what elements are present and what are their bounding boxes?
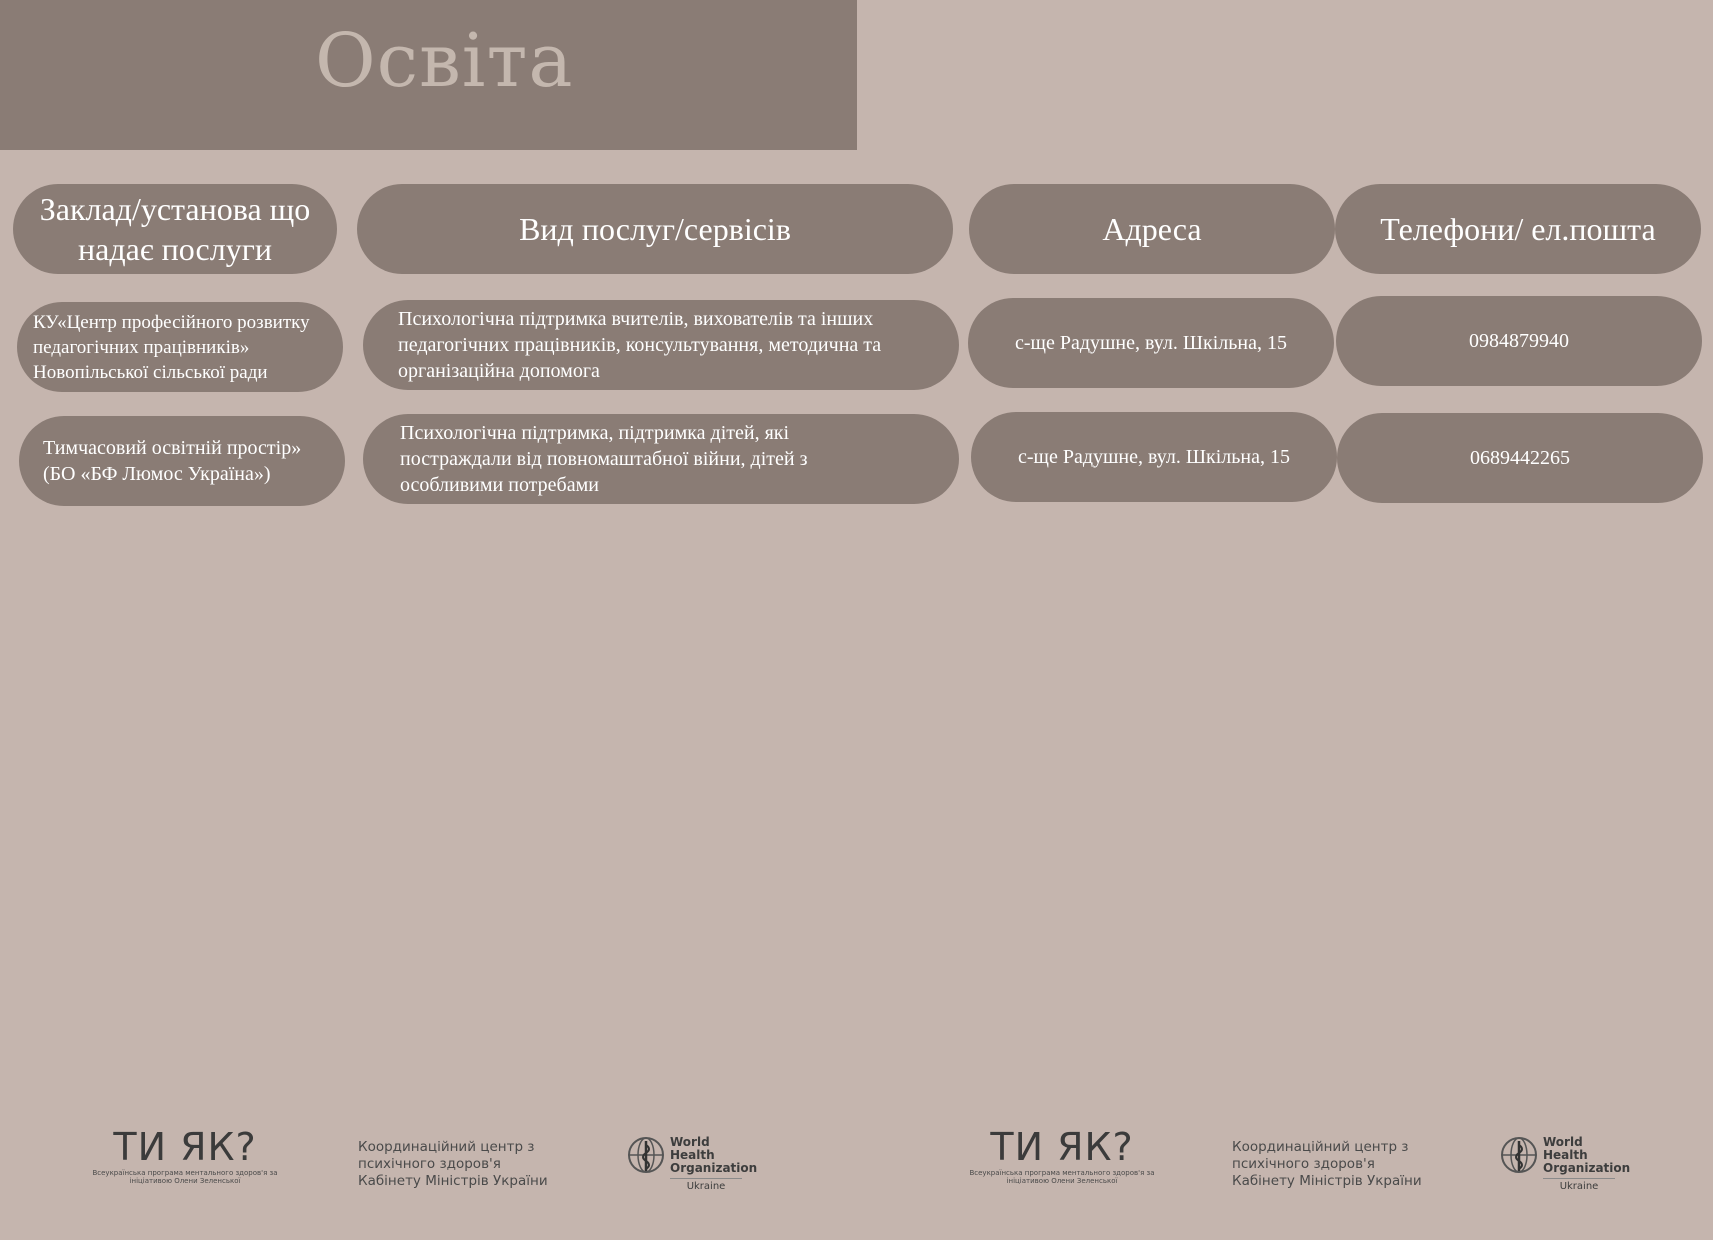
header-services xyxy=(357,184,953,274)
tyak-logo xyxy=(90,1125,280,1185)
coord-center-text: Координаційний центр з психічного здоров'я Кабінету Міністрів України xyxy=(1232,1139,1422,1189)
table-row-2-services xyxy=(363,414,959,504)
coord-center-logo xyxy=(358,1139,558,1190)
tyak-logo-text: ТИ ЯК? xyxy=(113,1125,257,1169)
tyak-logo-subtitle: Всеукраїнська програма ментального здоров'я за ініціативою Олени Зеленської xyxy=(92,1169,278,1185)
title-bar xyxy=(0,0,857,150)
who-emblem-icon xyxy=(626,1135,666,1175)
footer-logos-left xyxy=(0,1125,857,1195)
footer-logos-right xyxy=(857,1125,1713,1195)
table-row-1-services xyxy=(363,300,959,390)
row-2-institution-text: Тимчасовий освітній простір» (БО «БФ Люмос Україна») xyxy=(43,437,302,485)
coord-center-logo xyxy=(1232,1139,1432,1190)
who-logo xyxy=(626,1134,758,1192)
table-row-1-contacts xyxy=(1336,296,1702,386)
table-row-2-contacts xyxy=(1337,413,1703,503)
table-row-2-address xyxy=(971,412,1337,502)
row-1-services-text: Психологічна підтримка вчителів, вихователів та інших педагогічних працівників, консультування, методична та організаційна допомога xyxy=(398,308,882,382)
tyak-logo-text: ТИ ЯК? xyxy=(990,1125,1134,1169)
who-logo xyxy=(1499,1134,1631,1192)
row-2-address-text: с-ще Радушне, вул. Шкільна, 15 xyxy=(1018,446,1290,468)
header-contacts xyxy=(1335,184,1701,274)
coord-center-text: Координаційний центр з психічного здоров'я Кабінету Міністрів України xyxy=(358,1139,548,1189)
who-country: Ukraine xyxy=(670,1178,742,1192)
table-row-1-institution xyxy=(17,302,343,392)
who-emblem-icon xyxy=(1499,1135,1539,1175)
header-services-label: Вид послуг/сервісів xyxy=(519,211,791,247)
row-2-services-text: Психологічна підтримка, підтримка дітей, які постраждали від повномаштабної війни, дітей з особливими потребами xyxy=(400,422,808,496)
tyak-logo xyxy=(967,1125,1157,1185)
row-2-contacts-text: 0689442265 xyxy=(1470,447,1570,469)
header-contacts-label: Телефони/ ел.пошта xyxy=(1380,211,1656,247)
table-row-2-institution xyxy=(19,416,345,506)
header-address-label: Адреса xyxy=(1102,211,1202,247)
header-institution-label: Заклад/установа що надає послуги xyxy=(39,191,311,267)
page-title: Освіта xyxy=(315,18,574,104)
header-institution xyxy=(13,184,337,274)
row-1-contacts-text: 0984879940 xyxy=(1469,330,1569,352)
who-name: World Health Organization xyxy=(1543,1134,1631,1175)
header-address xyxy=(969,184,1335,274)
tyak-logo-subtitle: Всеукраїнська програма ментального здоров'я за ініціативою Олени Зеленської xyxy=(969,1169,1155,1185)
table-row-1-address xyxy=(968,298,1334,388)
row-1-address-text: с-ще Радушне, вул. Шкільна, 15 xyxy=(1015,332,1287,354)
row-1-institution-text: КУ«Центр професійного розвитку педагогічних працівників» Новопільської сільської ради xyxy=(33,311,310,383)
who-country: Ukraine xyxy=(1543,1178,1615,1192)
who-name: World Health Organization xyxy=(670,1134,758,1175)
